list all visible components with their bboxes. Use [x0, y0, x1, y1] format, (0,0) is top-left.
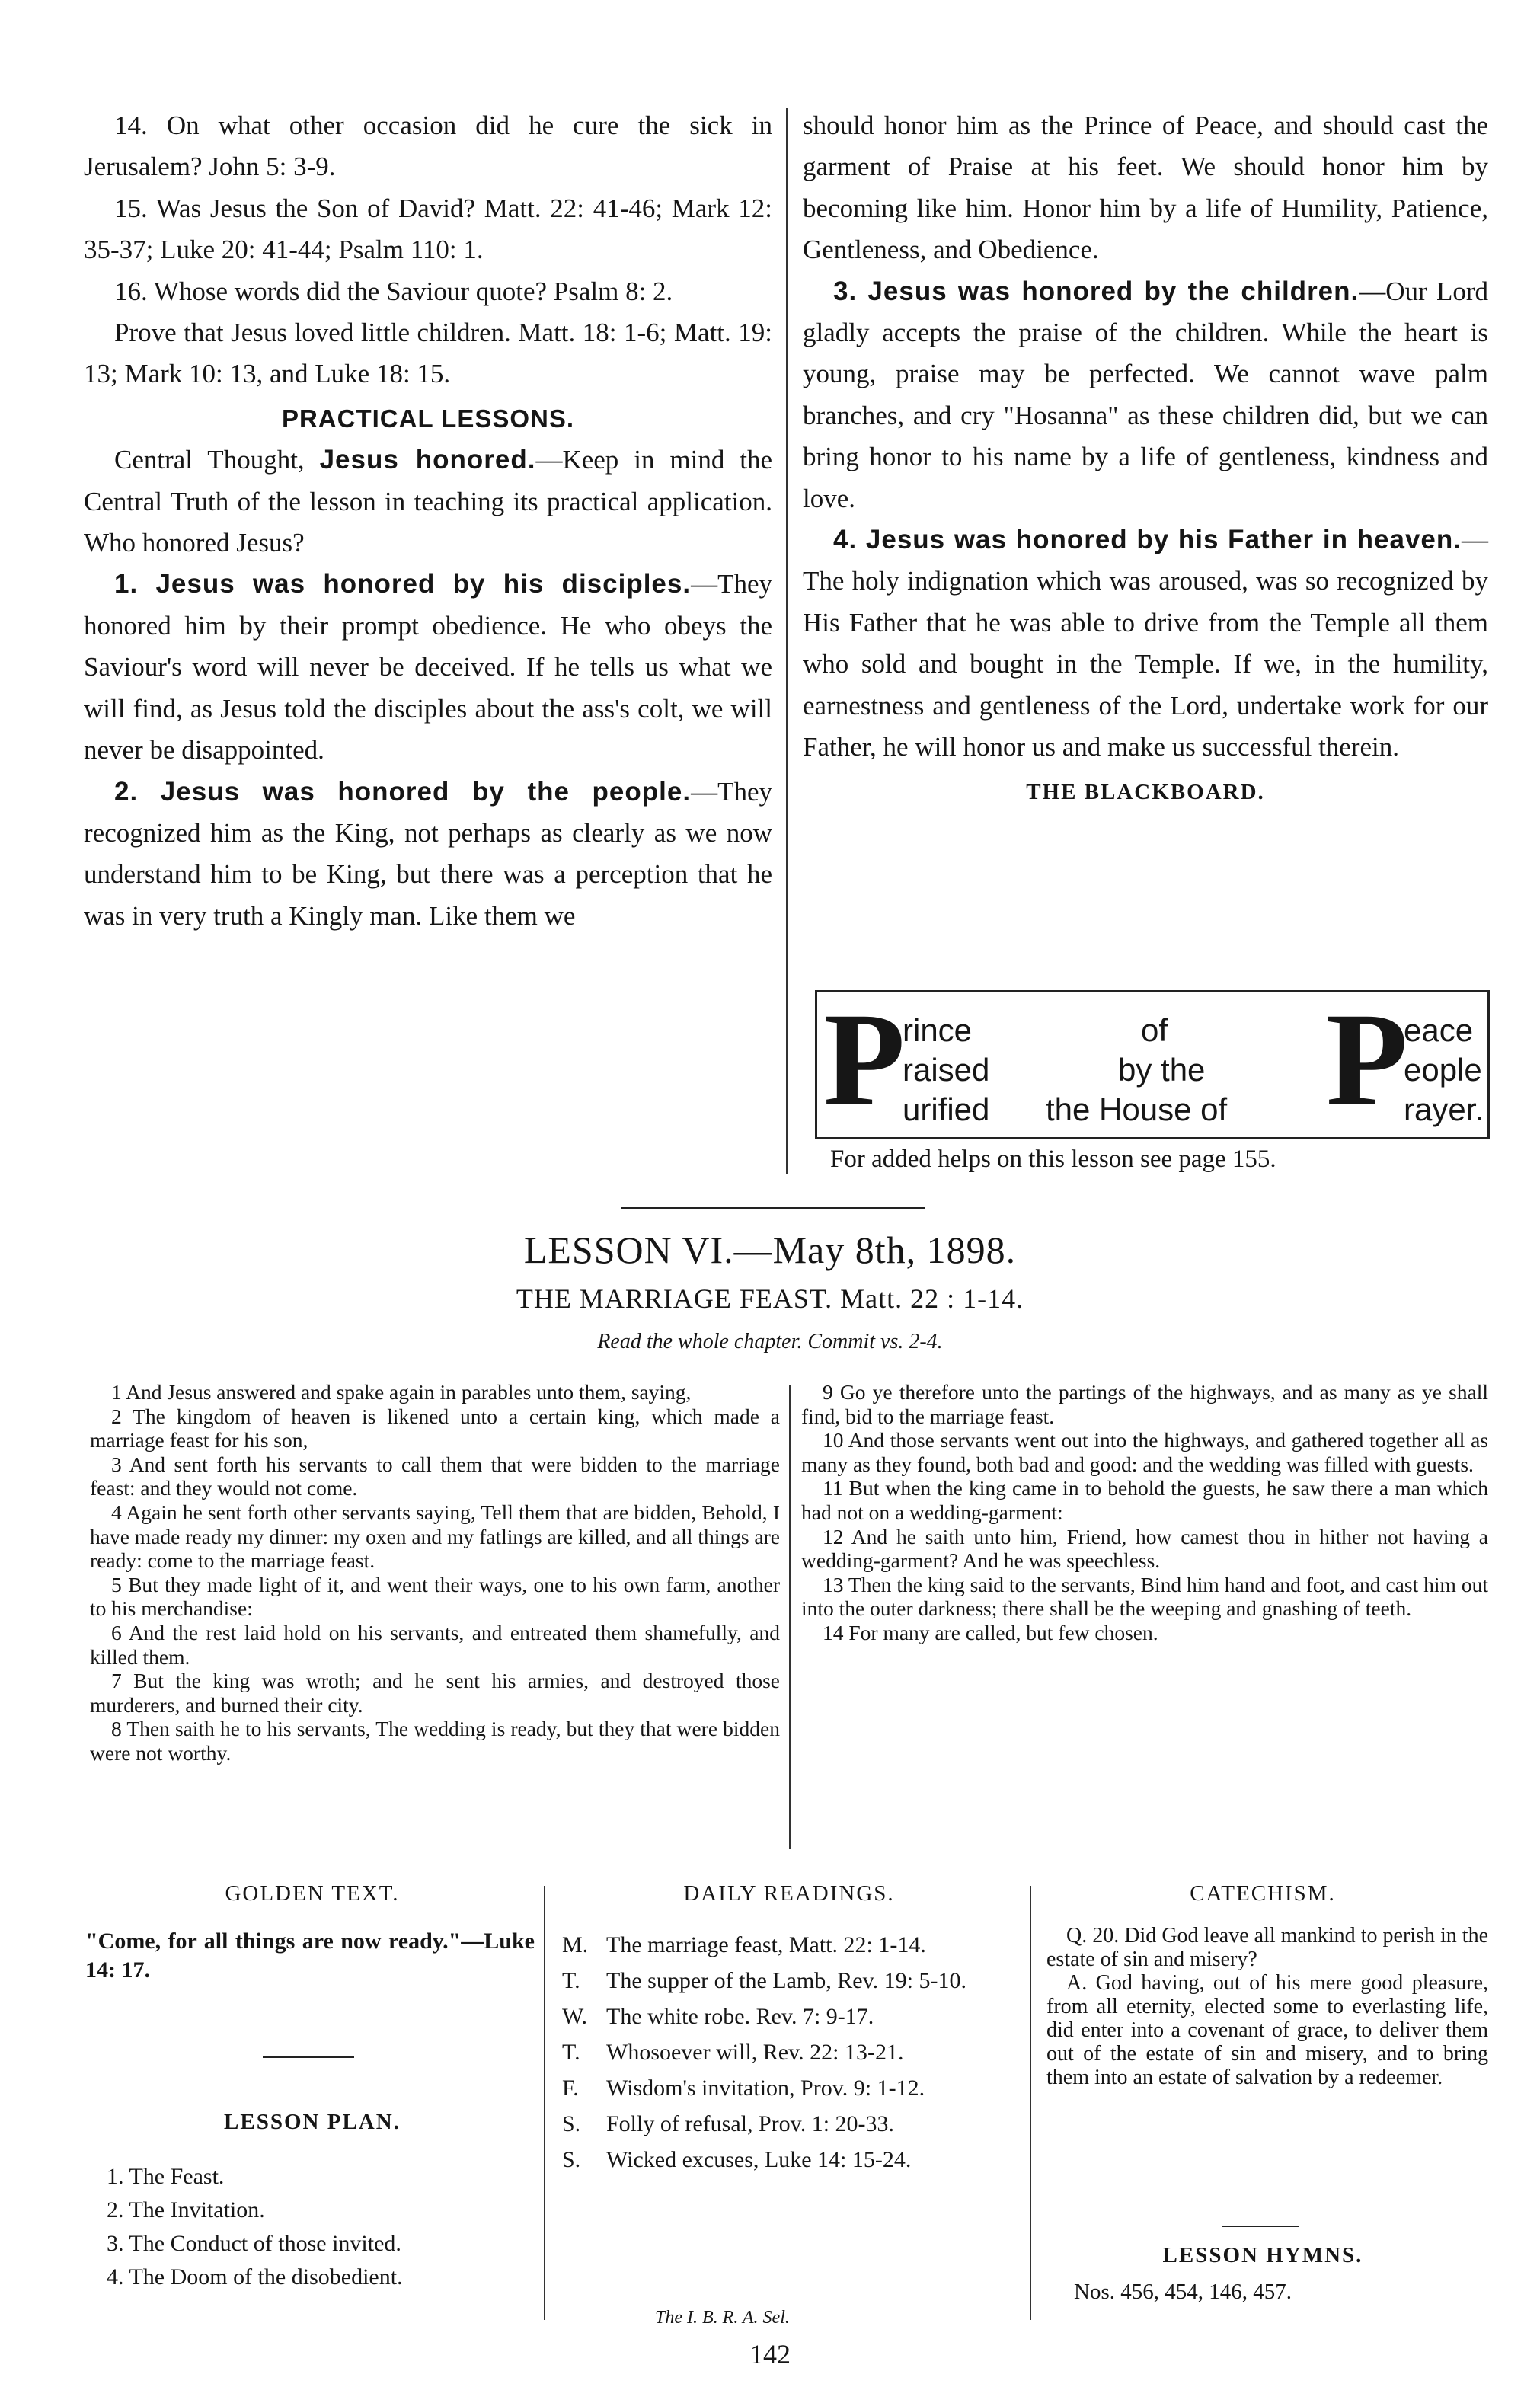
blackboard-word: rince [903, 1012, 973, 1048]
question-14: 14. On what other occasion did he cure the sick in Jerusalem? John 5: 3-9. [84, 110, 772, 182]
golden-text-rule [263, 2056, 354, 2058]
lesson-subtitle: THE MARRIAGE FEAST. Matt. 22 : 1-14. [516, 1283, 1024, 1314]
daily-reading: S. Folly of refusal, Prov. 1: 20-33. [562, 2111, 895, 2136]
verse: 12 And he saith unto him, Friend, how camest thou in hither not having a wedding-garment? And he was speechless. [801, 1524, 1488, 1573]
verse: 10 And those servants went out into the highways, and gathered together all as many as they found, both bad and good: and the wedding was filled with guests. [801, 1428, 1488, 1476]
blackboard-word: rayer. [1404, 1091, 1484, 1127]
lesson-hymns: Nos. 456, 454, 146, 457. [1074, 2280, 1292, 2304]
read-commit-note: Read the whole chapter. Commit vs. 2-4. [597, 1330, 943, 1353]
catechism-answer: A. God having, out of his mere good pleasure, from all eternity, elected some to everlasting life, did enter into a covenant of grace, to deliver them out of the estate of sin and misery, and to bring them into an estate of salvation by a redeemer. [1046, 1971, 1488, 2089]
lesson-plan-item: 2. The Invitation. [107, 2197, 265, 2222]
continuation-text: should honor him as the Prince of Peace, and should cast the garment of Praise at his feet. We should honor him by becoming like him. Honor him by a life of Humility, Patience, Gentleness, and Obedience. [803, 110, 1488, 265]
golden-text-heading: GOLDEN TEXT. [225, 1881, 400, 1906]
verse: 3 And sent forth his servants to call them that were bidden to the marriage feast: and they would not come. [90, 1452, 780, 1500]
blackboard-word: raised [903, 1052, 990, 1088]
daily-readings-footer: The I. B. R. A. Sel. [655, 2308, 790, 2328]
blackboard-word: urified [903, 1091, 990, 1127]
catechism-question: Q. 20. Did God leave all mankind to perish in the estate of sin and misery? [1046, 1924, 1488, 1971]
blackboard-word: by the [1118, 1052, 1206, 1088]
lesson-plan-item: 3. The Conduct of those invited. [107, 2231, 401, 2256]
blackboard-box [815, 986, 1490, 1139]
catechism-heading: CATECHISM. [1190, 1881, 1336, 1906]
verse: 8 Then saith he to his servants, The wedding is ready, but they that were bidden were not worthy. [90, 1717, 780, 1765]
lesson-point-2: 2. Jesus was honored by the people.—They recognized him as the King, not perhaps as clearly as we now understand him to be King, but there was a perception that he was in very truth a Kingly man. Like them we [84, 776, 772, 931]
daily-reading: F. Wisdom's invitation, Prov. 9: 1-12. [562, 2075, 925, 2101]
lesson-point-3: 3. Jesus was honored by the children.—Our Lord gladly accepts the praise of the children. While the heart is young, praise may be perfected. We cannot wave palm branches, and cry "Hosanna" as these children did, but we can bring honor to his name by a life of gentleness, kindness and love. [803, 276, 1489, 513]
verses-left [90, 1380, 780, 1765]
bottom-divider-1 [544, 1886, 545, 2320]
verse: 6 And the rest laid hold on his servants, and entreated them shamefully, and killed them. [90, 1620, 780, 1669]
lesson-hymns-heading: LESSON HYMNS. [1162, 2243, 1363, 2267]
verses-divider [789, 1385, 791, 1849]
lesson-plan-list [107, 2160, 548, 2294]
verse: 7 But the king was wroth; and he sent his armies, and destroyed those murderers, and burned their city. [90, 1669, 780, 1717]
daily-readings-list [562, 1927, 1019, 2178]
blackboard-word: of [1141, 1012, 1168, 1048]
page-number: 142 [749, 2339, 791, 2369]
lesson-plan-item: 4. The Doom of the disobedient. [107, 2264, 403, 2290]
blackboard-word: eople [1404, 1052, 1482, 1088]
top-right-column [803, 105, 1488, 813]
golden-text: "Come, for all things are now ready."—Luke 14: 17. [85, 1928, 535, 1983]
added-helps: For added helps on this lesson see page 155. [830, 1146, 1276, 1173]
daily-reading: S. Wicked excuses, Luke 14: 15-24. [562, 2147, 912, 2172]
lesson-point-4: 4. Jesus was honored by his Father in heaven.—The holy indignation which was aroused, was so recognized by His Father that he was able to drive from the Temple all them who sold and bought in the Temple. If we, in the humility, earnestness and gentleness of the Lord, undertake work for our Father, he will honor us and make us successful therein. [803, 525, 1488, 762]
daily-reading: M. The marriage feast, Matt. 22: 1-14. [562, 1932, 926, 1957]
verse: 4 Again he sent forth other servants saying, Tell them that are bidden, Behold, I have made ready my dinner: my oxen and my fatlings are killed, and all things are ready: come to the marriage feast. [90, 1500, 780, 1573]
lesson-title: LESSON VI.—May 8th, 1898. [523, 1229, 1017, 1271]
daily-reading: W. The white robe. Rev. 7: 9-17. [562, 2004, 874, 2029]
blackboard-initial-left: P [823, 986, 906, 1134]
practical-lessons-heading: PRACTICAL LESSONS. [281, 404, 575, 433]
verse: 2 The kingdom of heaven is likened unto a certain king, which made a marriage feast for his son, [90, 1404, 780, 1452]
verses-right [801, 1380, 1488, 1645]
lesson-point-1: 1. Jesus was honored by his disciples.—They honored him by their prompt obedience. He who obeys the Saviour's word will never be deceived. If he tells us what we will find, as Jesus told the disciples about the ass's colt, we will never be disappointed. [84, 569, 772, 765]
bottom-divider-2 [1030, 1886, 1031, 2320]
daily-readings-heading: DAILY READINGS. [683, 1881, 895, 1906]
top-left-column [84, 105, 772, 937]
prove-text: Prove that Jesus loved little children. Matt. 18: 1-6; Matt. 19: 13; Mark 10: 13, and Luke 18: 15. [84, 318, 772, 389]
central-thought: Central Thought, Jesus honored.—Keep in mind the Central Truth of the lesson in teaching its practical application. Who honored Jesus? [84, 445, 773, 558]
lesson-plan-item: 1. The Feast. [107, 2164, 225, 2189]
verse: 11 But when the king came in to behold the guests, he saw there a man which had not on a wedding-garment: [801, 1476, 1488, 1524]
lesson-plan-heading: LESSON PLAN. [224, 2110, 401, 2134]
blackboard-word: eace [1404, 1012, 1474, 1048]
catechism-text [1046, 1924, 1488, 2089]
question-15: 15. Was Jesus the Son of David? Matt. 22: 41-46; Mark 12: 35-37; Luke 20: 41-44; Psalm 110: 1. [84, 193, 772, 265]
verse: 5 But they made light of it, and went their ways, one to his own farm, another to his merchandise: [90, 1572, 780, 1621]
top-column-divider [786, 108, 788, 1174]
question-16: 16. Whose words did the Saviour quote? Psalm 8: 2. [114, 276, 673, 306]
verse: 9 Go ye therefore unto the partings of the highways, and as many as ye shall find, bid to the marriage feast. [801, 1380, 1488, 1428]
blackboard-initial-right: P [1326, 986, 1408, 1134]
daily-reading: T. The supper of the Lamb, Rev. 19: 5-10. [562, 1968, 966, 1993]
lesson-top-rule [621, 1207, 925, 1209]
blackboard-word: the House of [1046, 1091, 1228, 1127]
verse: 14 For many are called, but few chosen. [823, 1620, 1158, 1644]
verse: 13 Then the king said to the servants, Bind him hand and foot, and cast him out into the outer darkness; there shall be the weeping and gnashing of teeth. [801, 1572, 1488, 1621]
daily-reading: T. Whosoever will, Rev. 22: 13-21. [562, 2040, 904, 2065]
blackboard-heading: THE BLACKBOARD. [1026, 779, 1265, 804]
verse: 1 And Jesus answered and spake again in parables unto them, saying, [111, 1380, 692, 1404]
hymns-rule [1222, 2226, 1299, 2227]
